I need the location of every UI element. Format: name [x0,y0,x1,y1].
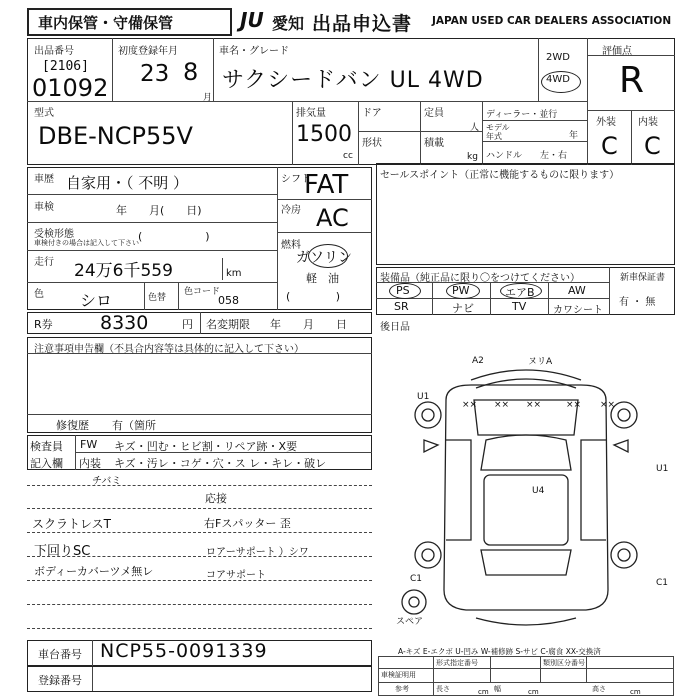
color-swap-label: 色替 [148,293,167,303]
handle-options: 左・右 [540,151,568,161]
shape-label: 形状 [362,138,382,149]
equip-leather-seat: カワシート [553,305,603,316]
cert-label: 車検証明用 [381,671,416,679]
receive-label: 受検形態 [34,229,74,240]
mark-u1-left: U1 [417,392,430,402]
name-change-label: 名変期限 [206,318,250,331]
mark-a2: A2 [472,356,484,366]
name-change-value: 年 月 日 [270,318,347,331]
mark-xx-4: ×× [566,400,582,410]
color-label: 色 [34,289,44,300]
month-unit: 月 [203,93,213,103]
person-unit: 人 [470,123,480,133]
mark-xx-1: ×× [462,400,478,410]
length-label: 長さ [436,685,450,693]
inspection-value: 年 月( 日) [116,204,202,217]
ref-label: 参考 [395,685,409,693]
warranty-value: 有 ・ 無 [619,297,656,308]
note-line-2: スクラトレスT [32,517,111,531]
color-value: シロ [80,291,113,310]
model-year-label: モデル年式 [486,123,510,141]
equip-airbag-circle [500,283,542,299]
height-label: 高さ [592,685,606,693]
fuel-gas-circle [308,244,348,268]
note-right-3: ロアーサポート ）シワ [206,547,309,558]
mark-u1-right: U1 [656,464,669,474]
mark-nuri-a: ヌリA [528,357,553,367]
fuel-diesel: 軽 油 [306,272,339,285]
exterior-grade: C [601,132,618,160]
equip-navi: ナビ [452,302,474,315]
fw-label: FW [80,438,98,451]
note-line-3: 下回りSC [34,544,91,559]
model-value: DBE-NCP55V [38,122,193,150]
note-line-1: チバミ [92,476,122,487]
dealer-label: ディーラー・並行 [486,110,558,120]
car-name-value: サクシードバン UL 4WD [222,68,484,93]
cc-unit: cc [343,151,353,161]
capacity-label: 定員 [424,108,444,119]
note-right-1: 応接 [205,492,227,505]
yen-unit: 円 [182,318,193,331]
mileage-value: 24万6千559 [74,261,173,281]
registration-month: 8 [183,58,199,86]
fw-items: キズ・凹む・ヒビ割・リペア跡・X要 [114,440,298,453]
displacement-label: 排気量 [296,108,326,119]
mark-u4: U4 [532,486,545,496]
lot-number: 01092 [32,74,109,102]
interior-items: キズ・汚レ・コゲ・穴・ス レ・キレ・破レ [114,457,327,470]
association-name: JAPAN USED CAR DEALERS ASSOCIATION [432,15,672,27]
note-line-4: ボディーカバーツメ無レ [34,565,154,578]
equip-pw-circle [446,283,480,299]
width-label: 幅 [494,685,501,693]
spare-label: スペア [396,617,424,627]
receive-paren: ( ) [138,230,210,243]
history-label: 車歴 [34,174,54,185]
displacement-value: 1500 [296,122,352,147]
mark-xx-2: ×× [494,400,510,410]
equip-ps: PS [396,284,410,297]
car-name-label: 車名・グレード [219,46,289,57]
car-damage-diagram [376,340,676,640]
fuel-paren: ( ) [286,290,341,303]
repair-value: 有（箇所 [112,419,156,432]
entry-label: 記入欄 [30,457,63,470]
equipment-label: 装備品（純正品に限り〇をつけてください） [380,273,580,284]
load-label: 積載 [424,138,444,149]
km-unit: km [226,268,242,279]
equip-aw: AW [568,284,586,297]
damage-legend: A-キズ E-エクボ U-凹み W-補修跡 S-サビ C-腐食 XX-交換済 [398,647,601,656]
note-right-2: 右Fスパッター 歪 [204,517,291,530]
class-label: 類別区分番号 [543,659,585,667]
lot-label: 出品番号 [34,46,74,57]
fuel-gas: ガソリン [296,250,352,266]
org-name: 愛知 [272,14,305,33]
lot-code: [2106] [42,59,89,74]
length-cm: cm [478,688,489,696]
history-value: 自家用・（ 不明 ） [66,174,189,192]
height-cm: cm [630,688,641,696]
form-title: 出品申込書 [312,13,413,35]
registration-label: 初度登録年月 [118,46,178,57]
handle-label: ハンドル [486,151,523,161]
equip-airbag: エアB [505,286,535,299]
interior-grade: C [644,132,661,160]
mark-xx-3: ×× [526,400,542,410]
equip-sr: SR [394,300,409,313]
type-spec-label: 形式指定番号 [436,659,478,667]
equip-tv: TV [512,300,527,313]
exterior-label: 外装 [596,117,616,128]
equip-ps-circle [389,283,421,299]
color-code-value: 058 [218,294,239,307]
year-unit: 年 [569,131,579,141]
recycle-value: 8330 [100,312,149,334]
inspector-label: 検査員 [30,440,63,453]
equip-pw: PW [452,284,470,297]
repair-label: 修復歴 [56,419,89,432]
storage-note: 車内保管・守備保管 [38,14,174,32]
interior-label: 内装 [638,117,658,128]
model-label: 型式 [34,108,54,119]
notes-label: 注意事項申告欄（不具合内容等は具体的に記入して下さい） [34,344,304,355]
mark-c1-right: C1 [656,578,669,588]
evaluation-label: 評価点 [602,46,632,57]
chassis-label: 車台番号 [38,648,82,661]
kg-unit: kg [467,152,478,162]
chassis-value: NCP55-0091339 [100,640,268,662]
inspection-label: 車検 [34,202,54,213]
reg-label: 登録番号 [38,674,82,687]
note-right-4: コアサポート [206,570,266,581]
receive-sub: 車検付きの場合は記入して下さい [34,239,139,247]
mark-c1-left: C1 [410,574,423,584]
mileage-label: 走行 [34,257,54,268]
shift-value: FAT [304,170,349,200]
door-label: ドア [362,108,382,119]
mark-xx-5: ×× [600,400,616,410]
interior-items-label: 内装 [79,457,101,470]
drive-4wd: 4WD [546,74,570,85]
warranty-label: 新車保証書 [620,273,666,283]
ju-logo: JU [240,8,264,32]
recycle-label: R券 [34,318,53,331]
evaluation-score: R [619,60,645,101]
drive-2wd: 2WD [546,52,570,63]
fuel-label: 燃料 [281,240,301,251]
color-code-label: 色コード [184,287,221,297]
registration-year: 23 [140,61,170,87]
sales-point-label: セールスポイント（正常に機能するものに限ります） [380,170,620,181]
width-cm: cm [528,688,539,696]
ac-label: 冷房 [281,205,301,216]
shift-label: シフト [281,174,311,185]
after-label: 後日品 [380,322,410,333]
ac-value: AC [316,204,349,232]
